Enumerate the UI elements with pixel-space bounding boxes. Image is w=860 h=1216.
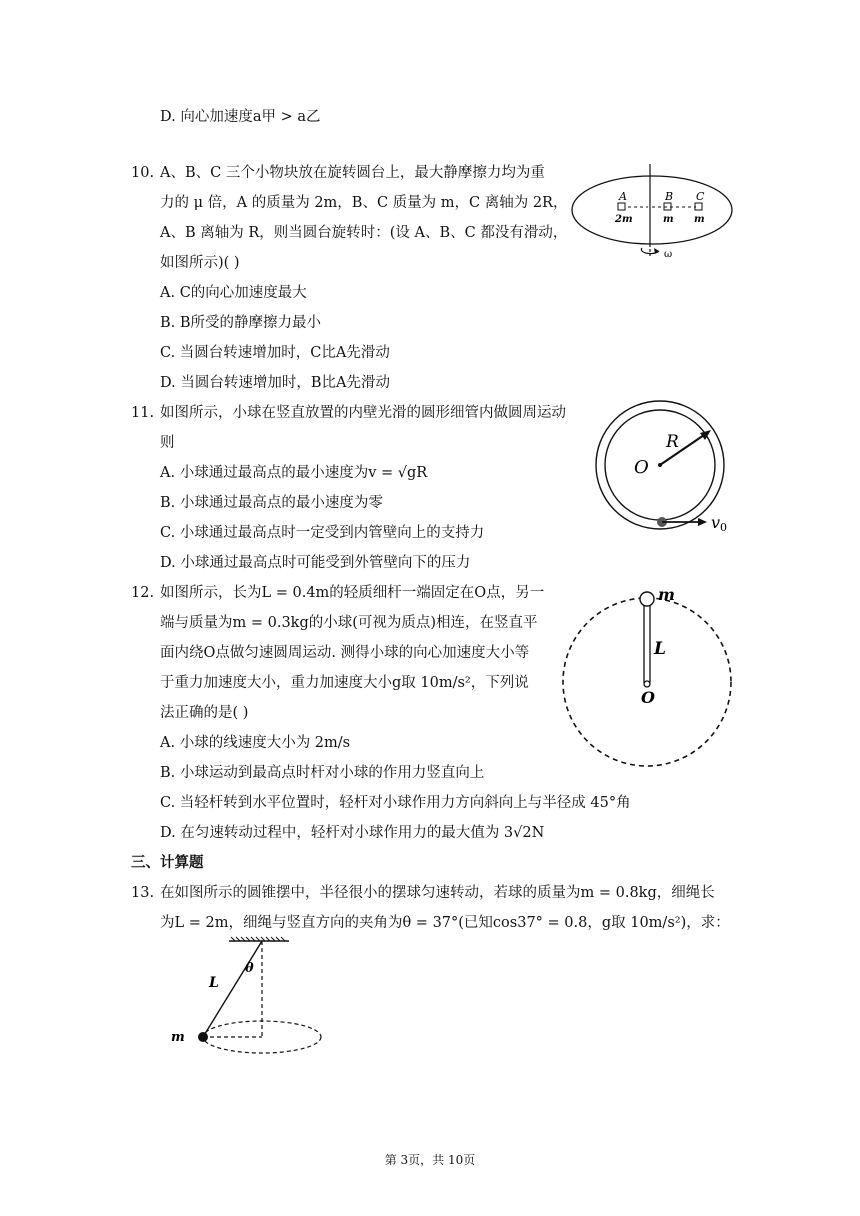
q13-stem-line: 为L = 2m，细绳与竖直方向的夹角为θ = 37°(已知cos37° = 0.8，g取 10m/s²)，求： — [160, 915, 730, 931]
length-label: L — [654, 639, 666, 659]
q12-stem-line: 于重力加速度大小，重力加速度大小g取 10m/s²，下列说 — [160, 675, 529, 691]
block-c — [695, 203, 702, 210]
q11-option-a: A. 小球通过最高点的最小速度为v = √gR — [160, 465, 428, 481]
q10-number: 10. — [131, 165, 155, 181]
q10-option-c: C. 当圆台转速增加时，C比A先滑动 — [160, 345, 390, 361]
center-label: O — [634, 457, 649, 478]
q12-stem-line: 如图所示，长为L = 0.4m的轻质细杆一端固定在O点，另一 — [160, 585, 545, 601]
rotating-table-figure — [568, 160, 738, 265]
mass-a: 2m — [615, 214, 633, 225]
q10-stem-line: A、B、C 三个小物块放在旋转圆台上，最大静摩擦力均为重 — [160, 165, 545, 181]
q12-stem-line: 端与质量为m = 0.3kg的小球(可视为质点)相连，在竖直平 — [160, 615, 538, 631]
label-b: B — [665, 190, 674, 203]
q10-stem-line: 如图所示)( ) — [160, 255, 240, 271]
light-rod — [644, 604, 650, 682]
q11-stem-line: 则 — [160, 435, 175, 451]
circular-tube-figure — [590, 395, 740, 535]
q10-option-a: A. C的向心加速度最大 — [160, 285, 307, 301]
angle-label: θ — [245, 961, 254, 976]
q12-stem-line: 法正确的是( ) — [160, 705, 249, 721]
length-label: L — [209, 975, 219, 991]
ball — [640, 592, 654, 606]
q12-option-a: A. 小球的线速度大小为 2m/s — [160, 735, 351, 751]
mass-label: m — [171, 1030, 185, 1045]
velocity-label: v0 — [711, 513, 728, 534]
label-a: A — [619, 190, 627, 203]
q10-option-b: B. B所受的静摩擦力最小 — [160, 315, 322, 331]
mass-b: m — [663, 214, 674, 225]
label-c: C — [696, 190, 705, 203]
q12-stem-line: 面内绕O点做匀速圆周运动. 测得小球的向心加速度大小等 — [160, 645, 530, 661]
section-title: 三、计算题 — [131, 854, 204, 871]
q12-option-c: C. 当轻杆转到水平位置时，轻杆对小球作用力方向斜向上与半径成 45°角 — [160, 795, 631, 811]
page-footer: 第 3页，共 10页 — [384, 1153, 476, 1167]
q13-stem-line: 在如图所示的圆锥摆中，半径很小的摆球匀速转动，若球的质量为m = 0.8kg，细绳长 — [160, 885, 715, 901]
turntable-ellipse — [572, 176, 732, 244]
q11-option-b: B. 小球通过最高点的最小速度为零 — [160, 495, 383, 511]
q10-stem-line: A、B 离轴为 R，则当圆台旋转时：(设 A、B、C 都没有滑动， — [160, 225, 568, 241]
conical-pendulum-figure — [165, 935, 330, 1060]
q11-option-d: D. 小球通过最高点时可能受到外管壁向下的压力 — [160, 555, 471, 571]
q12-option-d: D. 在匀速转动过程中，轻杆对小球作用力的最大值为 3√2N — [160, 825, 545, 841]
mass-label: m — [658, 585, 675, 604]
q11-option-c: C. 小球通过最高点时一定受到内管壁向上的支持力 — [160, 525, 485, 541]
q13-number: 13. — [131, 885, 155, 901]
pivot-point — [644, 681, 650, 687]
q12-option-b: B. 小球运动到最高点时杆对小球的作用力竖直向上 — [160, 765, 485, 781]
q11-number: 11. — [131, 405, 155, 421]
pivot-label: O — [641, 688, 655, 707]
q12-number: 12. — [131, 585, 155, 601]
q10-option-d: D. 当圆台转速增加时，B比A先滑动 — [160, 375, 390, 391]
q10-stem-line: 力的 μ 倍，A 的质量为 2m，B、C 质量为 m，C 离轴为 2R， — [160, 195, 568, 211]
omega-label: ω — [664, 249, 673, 260]
block-a — [618, 203, 625, 210]
pendulum-ball — [198, 1032, 208, 1042]
rod-circle-figure — [560, 582, 740, 770]
radius-label: R — [666, 432, 679, 452]
mass-c: m — [694, 214, 705, 225]
q11-stem-line: 如图所示，小球在竖直放置的内壁光滑的圆形细管内做圆周运动 — [160, 405, 566, 421]
radius-arrow-icon — [700, 430, 711, 440]
q9-option-d: D. 向心加速度a甲 > a乙 — [160, 109, 321, 125]
velocity-arrow-icon — [698, 518, 707, 526]
